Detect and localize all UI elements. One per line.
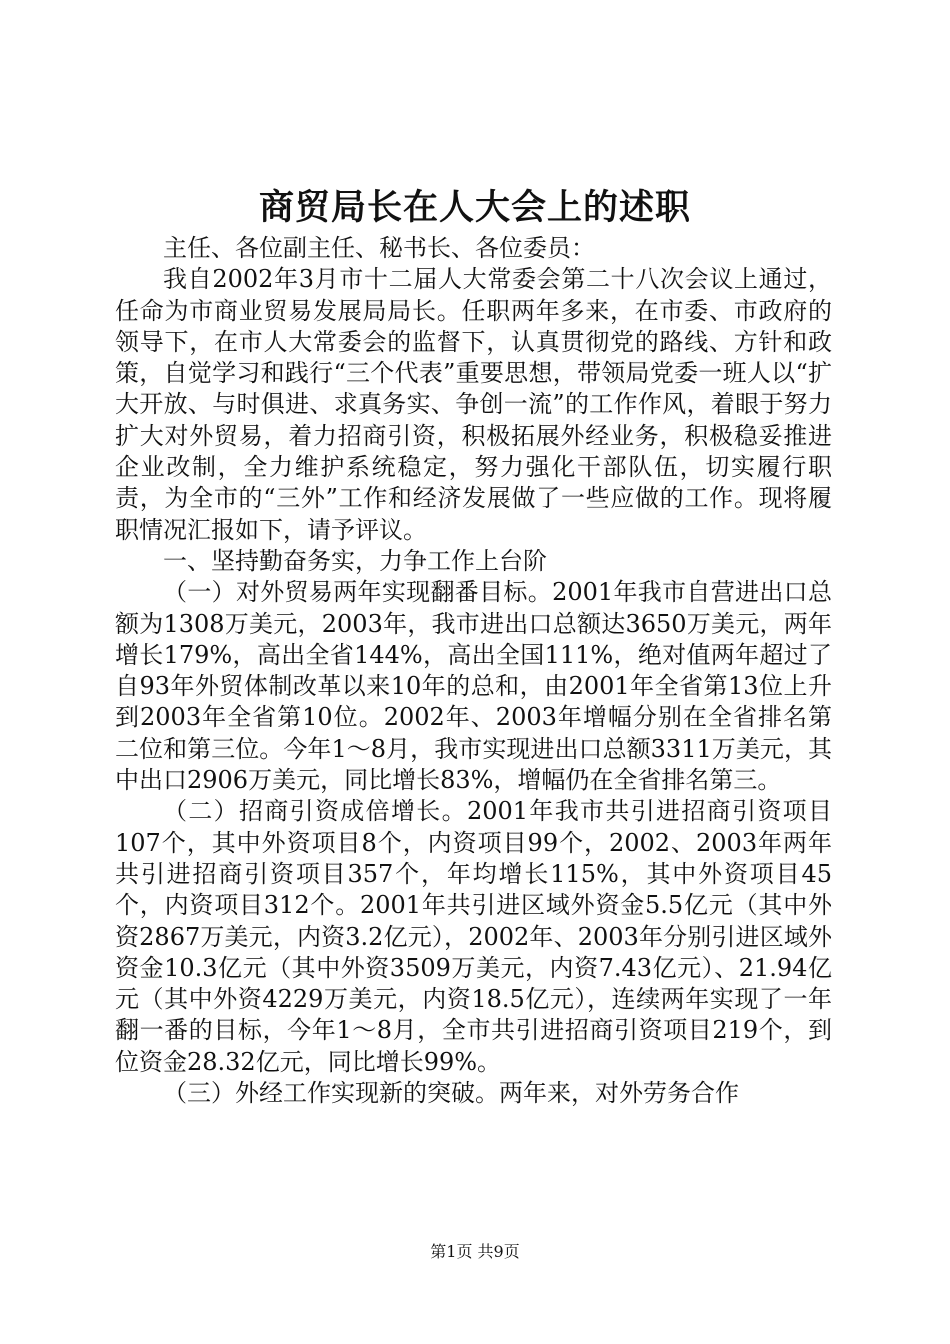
salutation: 主任、各位副主任、秘书长、各位委员： [163, 234, 595, 262]
paragraph-intro: 我自2002年3月市十二届人大常委会第二十八次会议上通过，任命为市商业贸易发展局局长。任职两年多来，在市委、市政府的领导下，在市人大常委会的监督下，认真贯彻党的路线、方针和政策，自觉学习和践行“三个代表”重要思想，带领局党委一班人以“扩大开放、与时俱进、求真务实、争创一流”的工作作风，着眼于努力扩大对外贸易，着力招商引资，积极拓展外经业务，积极稳妥推进企业改制，全力维护系统稳定，努力强化干部队伍，切实履行职责，为全市的“三外”工作和经济发展做了一些应做的工作。现将履职情况汇报如下，请予评议。 [115, 265, 832, 544]
document-body [115, 233, 832, 1109]
document-title: 商贸局长在人大会上的述职 [258, 187, 691, 228]
section-heading: 一、坚持勤奋务实，力争工作上台阶 [163, 546, 547, 575]
paragraph-foreign-trade: （一）对外贸易两年实现翻番目标。2001年我市自营进出口总额为1308万美元，2003年，我市进出口总额达3650万美元，两年增长179%，高出全省144%，高出全国111%，绝对值两年超过了自93年外贸体制改革以来10年的总和，由2001年全省第13位上升到2003年全省第10位。2002年、2003年增幅分别在全省排名第二位和第三位。今年1～8月，我市实现进出口总额3311万美元，其中出口2906万美元，同比增长83%，增幅仍在全省排名第三。 [115, 578, 832, 795]
page-footer: 第1页 共9页 [430, 1242, 520, 1261]
paragraph-investment: （二）招商引资成倍增长。2001年我市共引进招商引资项目107个，其中外资项目8个，内资项目99个，2002、2003年两年共引进招商引资项目357个，年均增长115%，其中外资项目45个，内资项目312个。2001年共引进区域外资金5.5亿元（其中外资2867万美元，内资3.2亿元），2002年、2003年分别引进区域外资金10.3亿元（其中外资3509万美元，内资7.43亿元）、21.94亿元（其中外资4229万美元，内资18.5亿元），连续两年实现了一年翻一番的目标，今年1～8月，全市共引进招商引资项目219个，到位资金28.32亿元，同比增长99%。 [115, 797, 832, 1076]
paragraph-external-economy: （三）外经工作实现新的突破。两年来，对外劳务合作 [163, 1079, 739, 1108]
